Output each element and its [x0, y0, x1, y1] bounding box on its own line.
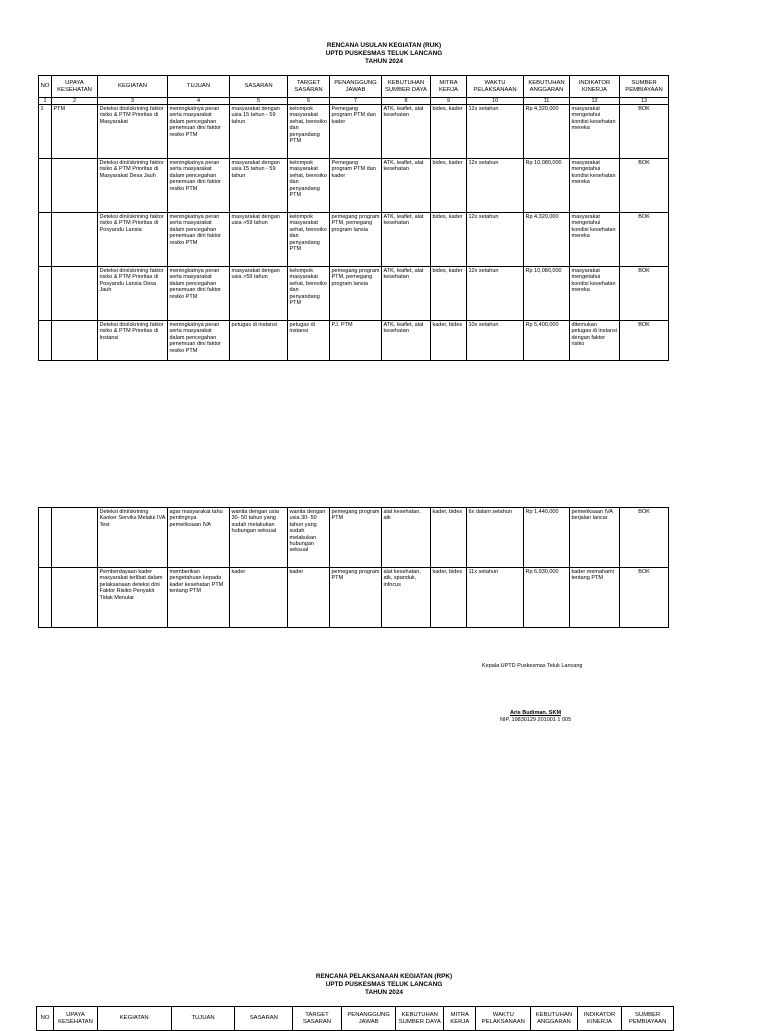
ruk-title-line-2: UPTD PUSKESMAS TELUK LANCANG	[325, 50, 443, 57]
cell-kegiatan: Deteksi dini/skrining faktor risiko & PTM Prioritas di Posyandu Lansia	[98, 213, 168, 267]
ruk-header-cell: KEBUTUHAN ANGGARAN	[524, 76, 570, 98]
cell-waktu: 6x dalam setahun	[467, 508, 524, 568]
column-number-cell: 13	[620, 98, 669, 105]
cell-tujuan: meningkatnya peran serta masyarakat dalam pencegahan penemuan dini faktor resiko PTM	[168, 267, 230, 321]
cell-indikator: ditemukan petugas di instansi dengan faktor risiko	[570, 321, 620, 361]
cell-mitra: kader, bides	[431, 321, 467, 361]
column-number-cell: 6	[288, 98, 330, 105]
cell-pj: Pemegang program PTM dan kader	[330, 159, 382, 213]
ruk-header-cell: NO	[39, 76, 52, 98]
cell-kegiatan: Deteksi dini/skrining faktor risiko & PTM Prioritas di Masyarakat Desa Jauh	[98, 159, 168, 213]
ruk-header-cell: INDIKATOR KINERJA	[570, 76, 620, 98]
cell-target: kader	[288, 568, 330, 628]
cell-kegiatan: Deteksi dini/skrining faktor risiko & PTM Prioritas di Posyandu Lansia Desa Jauh	[98, 267, 168, 321]
cell-tujuan: agar masyarakat tahu pentingnya pemeriksaan IVA	[168, 508, 230, 568]
cell-pembiayaan: BOK	[620, 508, 669, 568]
cell-mitra: bides, kader	[431, 267, 467, 321]
cell-no	[39, 267, 52, 321]
cell-waktu: 12x setahun	[467, 105, 524, 159]
cell-anggaran: Rp 10,080,000	[524, 159, 570, 213]
ruk-title-line-3: TAHUN 2024	[365, 58, 403, 65]
cell-pj: Pemegang program PTM dan kader	[330, 105, 382, 159]
cell-kegiatan: Deteksi dini/skrining Kanker Serviks Melalui IVA Test	[98, 508, 168, 568]
column-number-cell: 9	[431, 98, 467, 105]
table-row	[39, 159, 669, 213]
cell-pembiayaan: BOK	[620, 321, 669, 361]
cell-waktu: 12x setahun	[467, 267, 524, 321]
table-row	[39, 321, 669, 361]
cell-target: wanita dengan usia 30- 50 tahun yang sudah melakukan hubungan seksual	[288, 508, 330, 568]
cell-anggaran: Rp 4,320,000	[524, 213, 570, 267]
cell-sasaran: masyarakat dengan usia >59 tahun	[230, 267, 288, 321]
cell-tujuan: meningkatnya peran serta masyarakat dalam pencegahan penemuan dini faktor resiko PTM	[168, 159, 230, 213]
cell-sumber-daya: ATK, leaflet, alat kesehatan	[382, 321, 431, 361]
cell-upaya	[52, 213, 98, 267]
cell-upaya	[52, 321, 98, 361]
cell-kegiatan: Pemberdayaan kader masyarakat terlibat dalam pelaksanaan deteksi dini Faktor Risiko Penyakit Tidak Menular	[98, 568, 168, 628]
ruk-header-cell: UPAYA KESEHATAN	[52, 76, 98, 98]
column-number-cell: 3	[98, 98, 168, 105]
cell-target: petugas di instansi	[288, 321, 330, 361]
cell-indikator: pemeriksaan IVA berjalan lancar	[570, 508, 620, 568]
ruk-header-cell: SUMBER PEMBIAYAAN	[620, 76, 669, 98]
column-number-cell: 4	[168, 98, 230, 105]
rpk-header-cell: KEBUTUHAN ANGGARAN	[531, 1007, 578, 1031]
cell-waktu: 11x setahun	[467, 568, 524, 628]
cell-kegiatan: Deteksi dini/skrining faktor risiko & PTM Prioritas di Instansi	[98, 321, 168, 361]
ruk-continuation-table	[38, 507, 669, 628]
cell-target: kelompok masyarakat sehat, beresiko dan penyandang PTM	[288, 159, 330, 213]
cell-sasaran: wanita dengan usia 30- 50 tahun yang sudah melakukan hubungan seksual	[230, 508, 288, 568]
rpk-header-row	[37, 1007, 674, 1031]
ruk-table	[38, 75, 669, 361]
cell-tujuan: meningkatnya peran serta masyarakat dalam pencegahan penemuan dini faktor resiko PTM	[168, 105, 230, 159]
cell-pembiayaan: BOK	[620, 105, 669, 159]
cell-pj: pemegang program PTM, pemegang program lansia	[330, 213, 382, 267]
cell-upaya: PTM	[52, 105, 98, 159]
cell-pj: pemegang program PTM	[330, 508, 382, 568]
cell-waktu: 10x setahun	[467, 321, 524, 361]
cell-upaya	[52, 508, 98, 568]
cell-pembiayaan: BOK	[620, 213, 669, 267]
rpk-table	[36, 1006, 674, 1031]
cell-upaya	[52, 568, 98, 628]
cell-no	[39, 159, 52, 213]
cell-sasaran: masyarakat dengan usia >59 tahun	[230, 213, 288, 267]
cell-indikator: kader memahami tentang PTM	[570, 568, 620, 628]
cell-upaya	[52, 267, 98, 321]
cell-indikator: masyarakat mengetahui kondisi kesehatan mereka	[570, 213, 620, 267]
rpk-header-cell: KEGIATAN	[97, 1007, 171, 1031]
cell-anggaran: Rp 10,080,000	[524, 267, 570, 321]
cell-indikator: masyarakat mengetahui kondisi kesehatan mereka	[570, 267, 620, 321]
cell-sumber-daya: ATK, leaflet, alat kesehatan	[382, 105, 431, 159]
rpk-header-cell: SASARAN	[235, 1007, 293, 1031]
cell-target: kelompok masyarakat sehat, beresiko dan penyandang PTM	[288, 213, 330, 267]
cell-anggaran: Rp 5,400,000	[524, 321, 570, 361]
rpk-header-cell: NO	[37, 1007, 54, 1031]
cell-mitra: bides, kader	[431, 159, 467, 213]
rpk-header-cell: PENANGGUNG JAWAB	[341, 1007, 396, 1031]
cell-no	[39, 213, 52, 267]
cell-sumber-daya: ATK, leaflet, alat kesehatan	[382, 159, 431, 213]
cell-pembiayaan: BOK	[620, 159, 669, 213]
cell-sumber-daya: alat kesehatan, atk	[382, 508, 431, 568]
ruk-column-number-row	[39, 98, 669, 105]
signature-name: Aris Budiman, SKM	[510, 710, 562, 716]
cell-pj: pemegang program PTM, pemegang program lansia	[330, 267, 382, 321]
rpk-title-line-2: UPTD PUSKESMAS TELUK LANCANG	[325, 981, 443, 988]
column-number-cell: 10	[467, 98, 524, 105]
cell-anggaran: Rp 6,930,000	[524, 568, 570, 628]
column-number-cell: 8	[382, 98, 431, 105]
table-row	[39, 508, 669, 568]
ruk-title-line-1: RENCANA USULAN KEGIATAN (RUK)	[326, 42, 442, 49]
ruk-header-cell: MITRA KERJA	[431, 76, 467, 98]
ruk-header-cell: KEGIATAN	[98, 76, 168, 98]
cell-pembiayaan: BOK	[620, 267, 669, 321]
cell-tujuan: memberikan pengetahuan kepada kader kesehatan PTM tentang PTM	[168, 568, 230, 628]
cell-target: kelompok masyarakat sehat, beresiko dan penyandang PTM	[288, 105, 330, 159]
cell-mitra: kader, bides	[431, 508, 467, 568]
cell-mitra: bides, kader	[431, 105, 467, 159]
cell-sumber-daya: alat kesehatan, atk, spanduk, infocus	[382, 568, 431, 628]
rpk-title	[0, 973, 768, 997]
signature-position: Kepala UPTD Puskesmas Teluk Lancang	[482, 663, 583, 669]
cell-sasaran: masyarakat dengan usia 15 tahun - 59 tahun	[230, 105, 288, 159]
rpk-header-cell: TARGET SASARAN	[293, 1007, 342, 1031]
cell-no	[39, 568, 52, 628]
column-number-cell: 5	[230, 98, 288, 105]
cell-sumber-daya: ATK, leaflet, alat kesehatan	[382, 267, 431, 321]
rpk-header-cell: SUMBER PEMBIAYAAN	[622, 1007, 674, 1031]
cell-indikator: masyarakat mengetahui kondisi kesehatan mereka	[570, 159, 620, 213]
column-number-cell: 7	[330, 98, 382, 105]
cell-pj: PJ. PTM	[330, 321, 382, 361]
cell-kegiatan: Deteksi dini/skrining faktor risiko & PTM Prioritas di Masyarakat	[98, 105, 168, 159]
cell-no	[39, 508, 52, 568]
rpk-title-line-1: RENCANA PELAKSANAAN KEGIATAN (RPK)	[315, 973, 453, 980]
column-number-cell: 12	[570, 98, 620, 105]
rpk-header-cell: MITRA KERJA	[444, 1007, 476, 1031]
cell-indikator: masyarakat mengetahui kondisi kesehatan mereka	[570, 105, 620, 159]
cell-tujuan: meningkatnya peran serta masyarakat dalam pencegahan penemuan dini faktor resiko PTM	[168, 321, 230, 361]
cell-pj: pemegang program PTM	[330, 568, 382, 628]
cell-sumber-daya: ATK, leaflet, alat kesehatan	[382, 213, 431, 267]
rpk-header-cell: WAKTU PELAKSANAAN	[476, 1007, 531, 1031]
column-number-cell: 1	[39, 98, 52, 105]
cell-no	[39, 321, 52, 361]
rpk-header-cell: UPAYA KESEHATAN	[54, 1007, 98, 1031]
table-row	[39, 213, 669, 267]
cell-anggaran: Rp 1,440,000	[524, 508, 570, 568]
rpk-title-line-3: TAHUN 2024	[365, 989, 403, 996]
cell-no: 1	[39, 105, 52, 159]
ruk-header-cell: WAKTU PELAKSANAAN	[467, 76, 524, 98]
table-row	[39, 105, 669, 159]
table-row	[39, 267, 669, 321]
cell-sasaran: kader	[230, 568, 288, 628]
cell-target: kelompok masyarakat sehat, beresiko dan penyandang PTM	[288, 267, 330, 321]
ruk-header-cell: SASARAN	[230, 76, 288, 98]
rpk-header-cell: TUJUAN	[171, 1007, 235, 1031]
column-number-cell: 2	[52, 98, 98, 105]
cell-waktu: 12x setahun	[467, 213, 524, 267]
ruk-header-cell: PENANGGUNG JAWAB	[330, 76, 382, 98]
cell-waktu: 12x setahun	[467, 159, 524, 213]
cell-mitra: kader, bides	[431, 568, 467, 628]
cell-tujuan: meningkatnya peran serta masyarakat dalam pencegahan penemuan dini faktor resiko PTM	[168, 213, 230, 267]
cell-mitra: bides, kader	[431, 213, 467, 267]
cell-sasaran: petugas di instansi	[230, 321, 288, 361]
cell-pembiayaan: BOK	[620, 568, 669, 628]
table-row	[39, 568, 669, 628]
ruk-header-cell: TUJUAN	[168, 76, 230, 98]
ruk-header-row	[39, 76, 669, 98]
cell-sasaran: masyarakat dengan usia 15 tahun - 59 tahun	[230, 159, 288, 213]
rpk-header-cell: INDIKATOR KINERJA	[577, 1007, 622, 1031]
ruk-header-cell: KEBUTUHAN SUMBER DAYA	[382, 76, 431, 98]
ruk-header-cell: TARGET SASARAN	[288, 76, 330, 98]
signature-nip: NIP. 19830129 201001 1 005	[500, 717, 572, 723]
column-number-cell: 11	[524, 98, 570, 105]
ruk-title	[0, 42, 768, 66]
rpk-header-cell: KEBUTUHAN SUMBER DAYA	[396, 1007, 444, 1031]
cell-upaya	[52, 159, 98, 213]
cell-anggaran: Rp 4,320,000	[524, 105, 570, 159]
